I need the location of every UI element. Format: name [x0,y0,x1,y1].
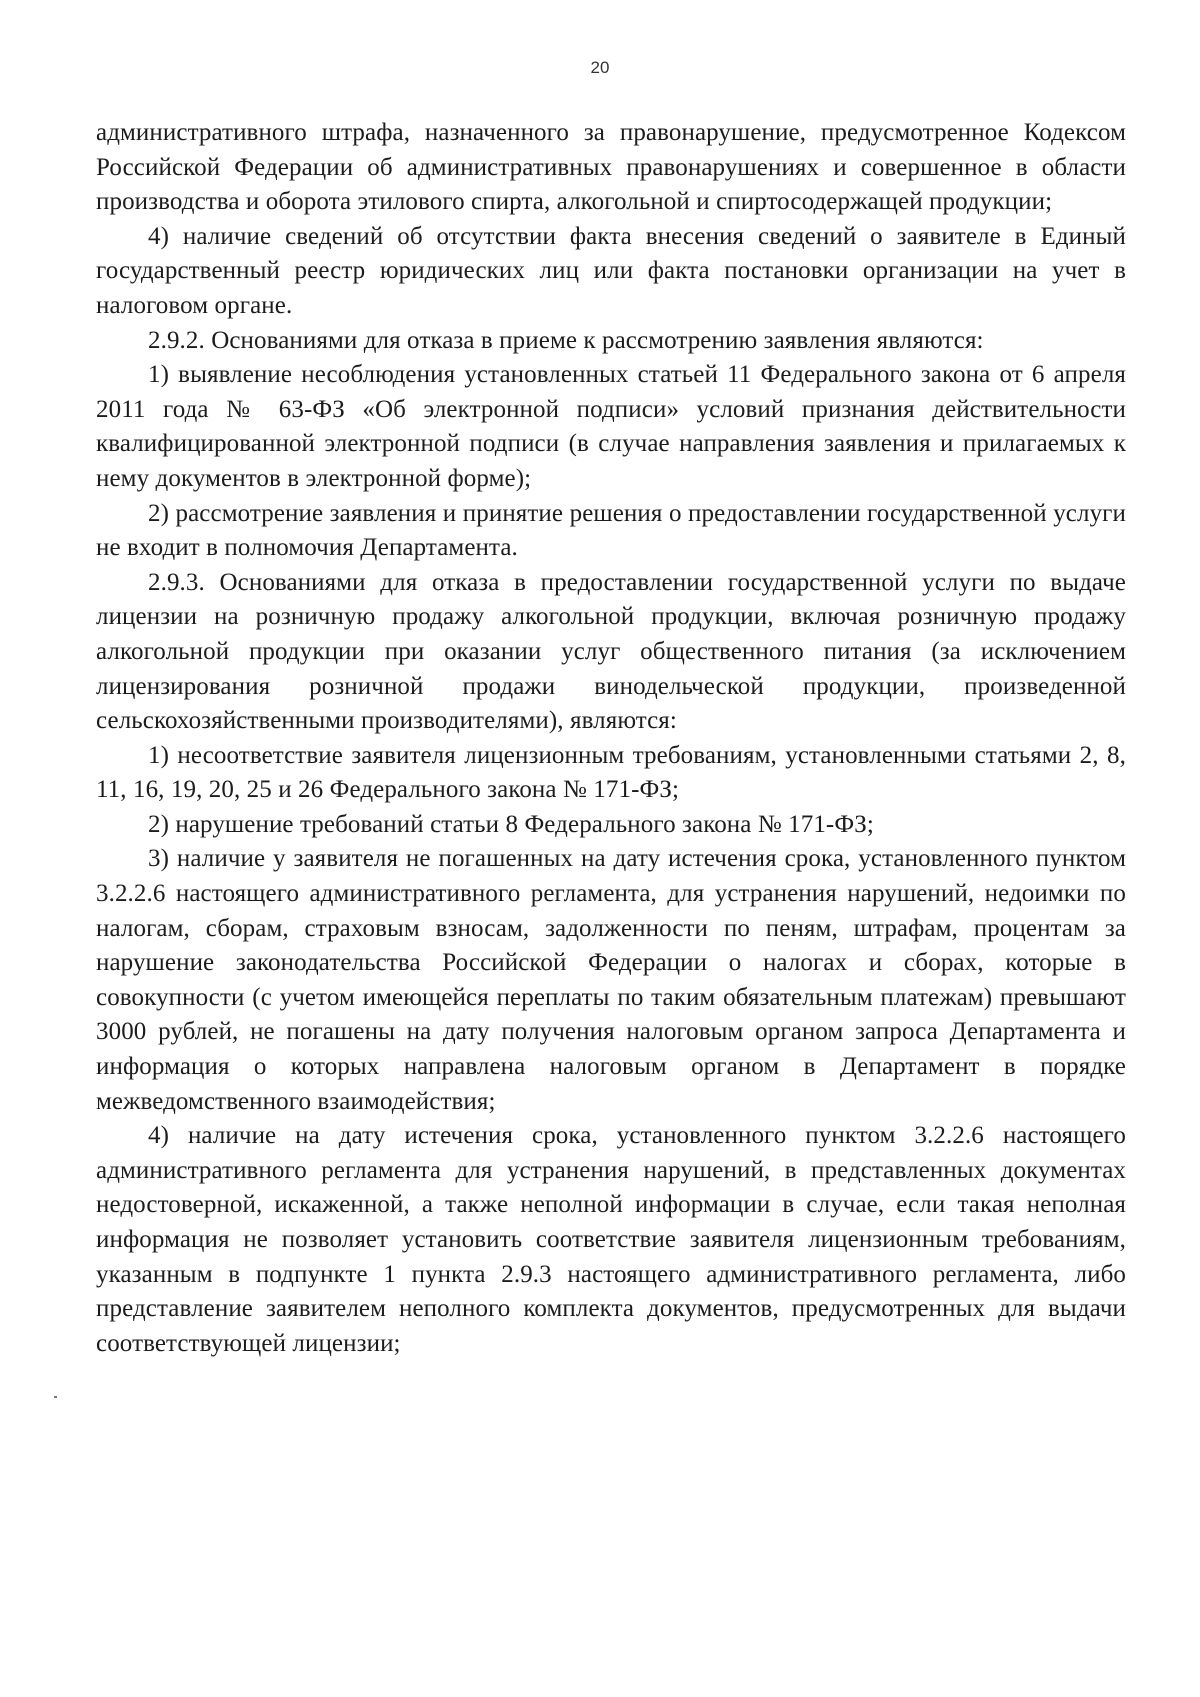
document-body [96,116,1126,1361]
paragraph-item-3-arrears: 3) наличие у заявителя не погашенных на дату истечения срока, установленного пунктом 3.2.2.6 настоящего административного регламента, для устранения нарушений, недоимки по налогам, сборам, страховым взносам, задолженности по пеням, штрафам, процентам за нарушение законодательства Российской Федерации о налогах и сборах, которые в совокупности (с учетом имеющейся переплаты по таким обязательным платежам) превышают 3000 рублей, не погашены на дату получения налоговым органом запроса Департамента и информация о которых направлена налоговым органом в Департамент в порядке межведомственного взаимодействия; [96,845,1126,1115]
paragraph-section-2-9-2: 2.9.2. Основаниями для отказа в приеме к рассмотрению заявления являются: [148,326,984,354]
page-number: 20 [590,58,610,77]
scan-speck [54,1396,57,1398]
paragraph-item-1-signature: 1) выявление несоблюдения установленных статьей 11 Федерального закона от 6 апреля 2011 года № 63-ФЗ «Об электронной подписи» условий признания действительности квалифицированной электронной подписи (в случае направления заявления и прилагаемых к нему документов в электронной форме); [96,361,1126,492]
paragraph-continuation: административного штрафа, назначенного за правонарушение, предусмотренное Кодексом Российской Федерации об административных правонарушениях и совершенное в области производства и оборота этилового спирта, алкогольной и спиртосодержащей продукции; [96,119,1126,216]
paragraph-item-4-inaccurate: 4) наличие на дату истечения срока, установленного пунктом 3.2.2.6 настоящего административного регламента для устранения нарушений, в представленных документах недостоверной, искаженной, а также неполной информации в случае, если такая неполная информация не позволяет установить соответствие заявителя лицензионным требованиям, указанным в подпункте 1 пункта 2.9.3 настоящего административного регламента, либо представление заявителем неполного комплекта документов, предусмотренных для выдачи соответствующей лицензии; [96,1122,1126,1357]
paragraph-item-2-violation: 2) нарушение требований статьи 8 Федерального закона № 171-ФЗ; [148,810,874,838]
paragraph-section-2-9-3: 2.9.3. Основаниями для отказа в предоставлении государственной услуги по выдаче лицензии на розничную продажу алкогольной продукции, включая розничную продажу алкогольной продукции при оказании услуг общественного питания (за исключением лицензирования розничной продажи винодельческой продукции, произведенной сельскохозяйственными производителями), являются: [96,568,1126,735]
paragraph-item-1-noncompliance: 1) несоответствие заявителя лицензионным требованиям, установленными статьями 2, 8, 11, 16, 19, 20, 25 и 26 Федерального закона № 171-ФЗ; [96,741,1126,804]
paragraph-item-2-authority: 2) рассмотрение заявления и принятие решения о предоставлении государственной услуги не входит в полномочия Департамента. [96,499,1126,562]
paragraph-item-4-egrul: 4) наличие сведений об отсутствии факта внесения сведений о заявителе в Единый государственный реестр юридических лиц или факта постановки организации на учет в налоговом органе. [96,222,1126,319]
